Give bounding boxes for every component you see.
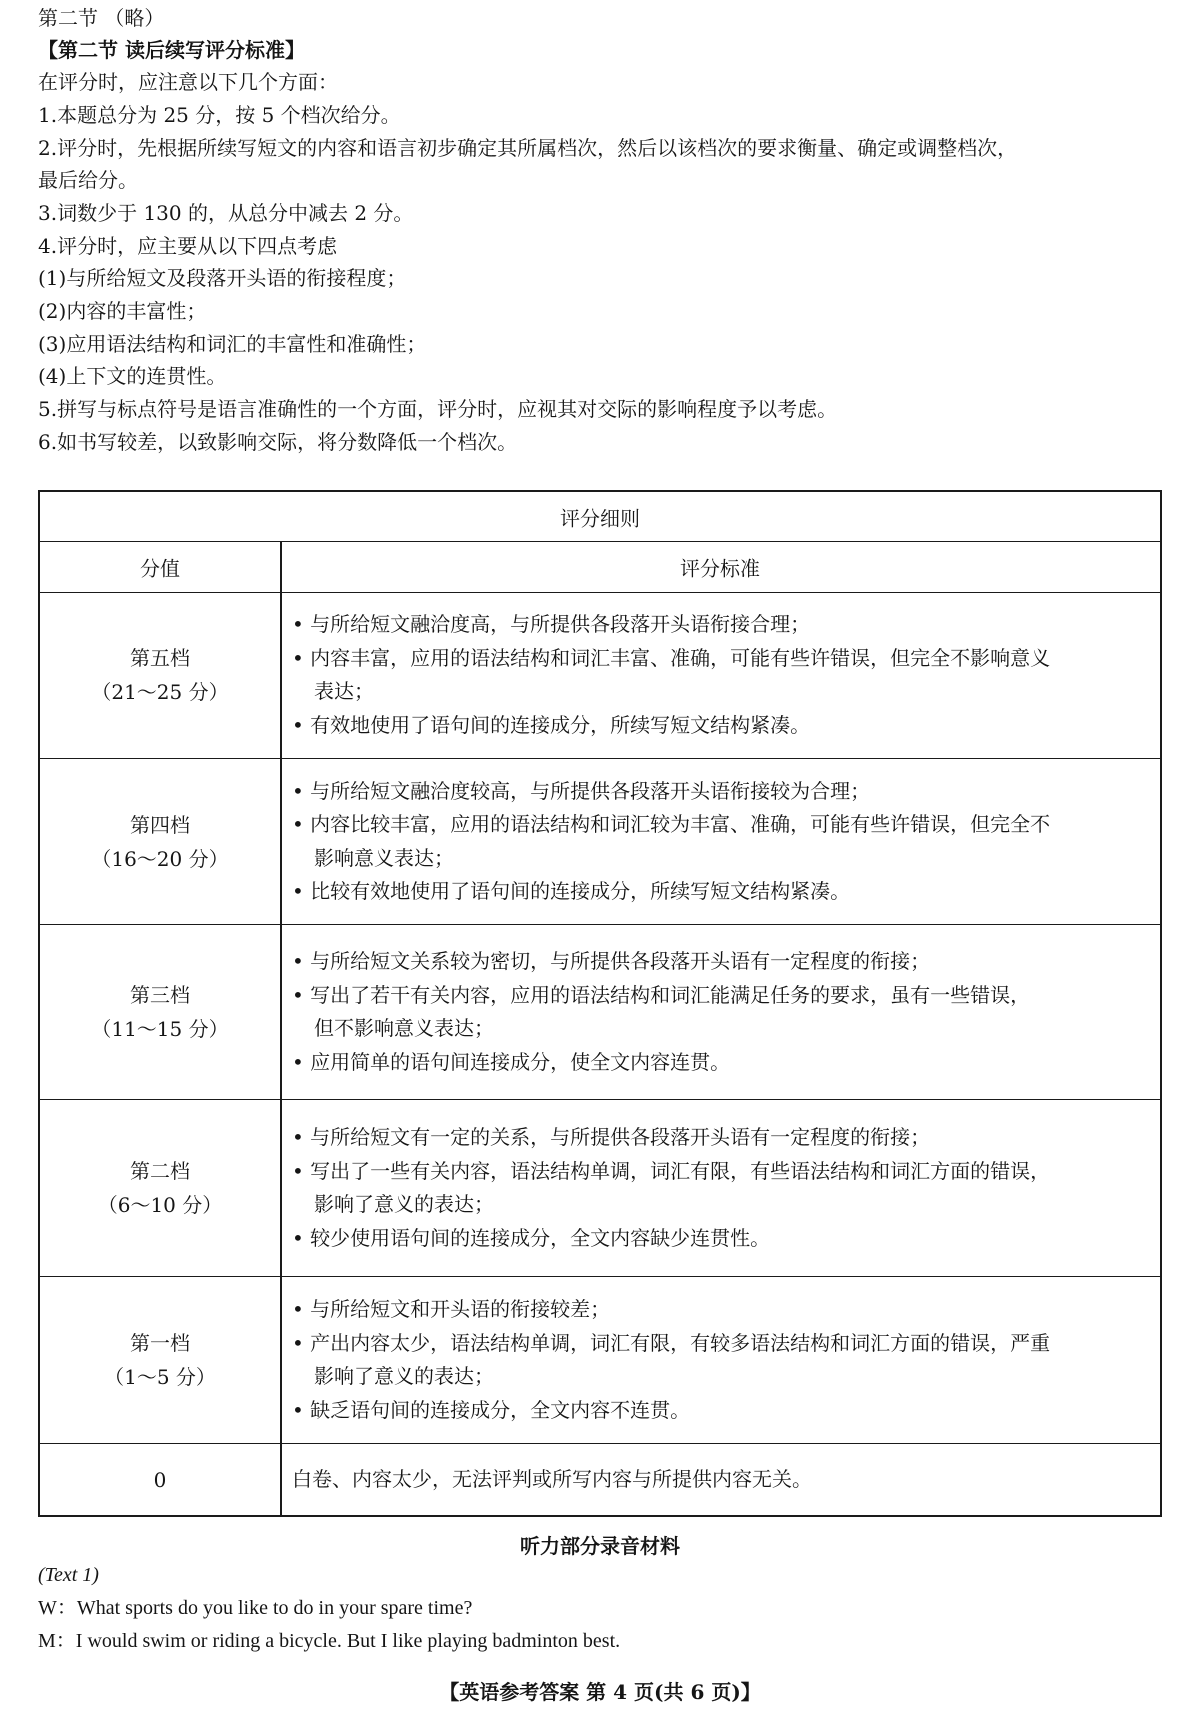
listening-w-line: W：What sports do you like to do in your spare time? xyxy=(38,1597,473,1619)
table-header-row xyxy=(40,541,1160,593)
listening-text-label: (Text 1) xyxy=(38,1564,99,1586)
table-row-band-1 xyxy=(40,1277,1160,1444)
rule-2-cont: 最后给分。 xyxy=(38,168,138,192)
band-1-criteria xyxy=(292,1277,1150,1443)
band-name: 第二档 xyxy=(130,1159,190,1183)
band-name: 0 xyxy=(153,1467,167,1492)
listening-section-title: 听力部分录音材料 xyxy=(520,1534,680,1558)
table-row-band-5 xyxy=(40,592,1160,759)
band-3-label xyxy=(40,925,280,1099)
rule-4: 4.评分时，应主要从以下四点考虑 xyxy=(38,234,338,258)
section-heading: 【第二节 读后续写评分标准】 xyxy=(38,38,305,62)
criteria-line: 白卷、内容太少，无法评判或所写内容与所提供内容无关。 xyxy=(292,1466,812,1491)
criteria-line: • 有效地使用了语句间的连接成分，所续写短文结构紧凑。 xyxy=(292,712,811,737)
band-4-criteria xyxy=(292,759,1150,924)
table-row-band-2 xyxy=(40,1100,1160,1277)
band-name: 第五档 xyxy=(130,646,190,670)
rule-1: 1.本题总分为 25 分，按 5 个档次给分。 xyxy=(38,103,401,127)
instruction-intro: 在评分时，应注意以下几个方面： xyxy=(38,70,338,94)
criteria-line: • 内容比较丰富，应用的语法结构和词汇较为丰富、准确，可能有些许错误，但完全不 xyxy=(292,812,1051,836)
criteria-line: • 内容丰富，应用的语法结构和词汇丰富、准确，可能有些许错误，但完全不影响意义 xyxy=(292,645,1051,670)
criteria-line: • 应用简单的语句间连接成分，使全文内容连贯。 xyxy=(292,1049,731,1074)
rule-4-item-1: (1)与所给短文及段落开头语的衔接程度； xyxy=(38,266,407,290)
listening-m-line: M：I would swim or riding a bicycle. But I like playing badminton best. xyxy=(38,1630,621,1652)
criteria-line: 表达； xyxy=(314,679,374,703)
band-2-label xyxy=(40,1100,280,1276)
criteria-line: • 比较有效地使用了语句间的连接成分，所续写短文结构紧凑。 xyxy=(292,879,851,903)
table-title: 评分细则 xyxy=(560,506,640,530)
rule-5: 5.拼写与标点符号是语言准确性的一个方面，评分时，应视其对交际的影响程度予以考虑。 xyxy=(38,397,838,421)
rule-4-item-2: (2)内容的丰富性； xyxy=(38,299,207,323)
scoring-table xyxy=(38,490,1162,1517)
band-4-label xyxy=(40,759,280,924)
band-name: 第四档 xyxy=(130,812,190,837)
band-range: （11～15 分） xyxy=(91,1017,229,1041)
band-name: 第一档 xyxy=(130,1331,190,1355)
table-row-band-4 xyxy=(40,759,1160,925)
criteria-line: • 产出内容太少，语法结构单调，词汇有限，有较多语法结构和词汇方面的错误，严重 xyxy=(292,1330,1051,1355)
band-range: （6～10 分） xyxy=(97,1193,223,1217)
header-criteria: 评分标准 xyxy=(680,556,760,580)
rule-4-item-4: (4)上下文的连贯性。 xyxy=(38,364,227,388)
criteria-line: • 写出了若干有关内容，应用的语法结构和词汇能满足任务的要求，虽有一些错误， xyxy=(292,982,1031,1007)
band-range: （16～20 分） xyxy=(91,846,229,871)
criteria-line: 影响意义表达； xyxy=(314,845,454,870)
page-footer: 【英语参考答案 第 4 页(共 6 页)】 xyxy=(439,1680,761,1704)
section-skip-note: 第二节 （略） xyxy=(38,6,165,30)
band-0-label xyxy=(40,1444,280,1515)
criteria-line: • 与所给短文关系较为密切，与所提供各段落开头语有一定程度的衔接； xyxy=(292,949,931,973)
criteria-line: 影响了意义的表达； xyxy=(314,1192,494,1216)
band-name: 第三档 xyxy=(130,983,190,1007)
header-score: 分值 xyxy=(140,556,180,580)
band-1-label xyxy=(40,1277,280,1443)
criteria-line: • 与所给短文融洽度高，与所提供各段落开头语衔接合理； xyxy=(292,612,811,636)
criteria-line: • 与所给短文融洽度较高，与所提供各段落开头语衔接较为合理； xyxy=(292,778,871,803)
criteria-line: • 与所给短文有一定的关系，与所提供各段落开头语有一定程度的衔接； xyxy=(292,1125,931,1149)
criteria-line: • 写出了一些有关内容，语法结构单调，词汇有限，有些语法结构和词汇方面的错误， xyxy=(292,1158,1051,1183)
table-title-row xyxy=(40,492,1160,542)
criteria-line: • 较少使用语句间的连接成分，全文内容缺少连贯性。 xyxy=(292,1225,771,1250)
band-range: （21～25 分） xyxy=(91,680,229,704)
criteria-line: • 与所给短文和开头语的衔接较差； xyxy=(292,1297,611,1321)
band-range: （1～5 分） xyxy=(104,1365,216,1389)
table-row-band-3 xyxy=(40,925,1160,1100)
band-5-label xyxy=(40,592,280,758)
band-2-criteria xyxy=(292,1100,1150,1276)
rule-2: 2.评分时，先根据所续写短文的内容和语言初步确定其所属档次，然后以该档次的要求衡量、确定或调整档次， xyxy=(38,136,1018,160)
rule-6: 6.如书写较差，以致影响交际，将分数降低一个档次。 xyxy=(38,430,518,454)
rule-3: 3.词数少于 130 的，从总分中减去 2 分。 xyxy=(38,201,414,225)
rule-4-item-3: (3)应用语法结构和词汇的丰富性和准确性； xyxy=(38,332,427,356)
table-row-band-0 xyxy=(40,1444,1160,1515)
criteria-line: 但不影响意义表达； xyxy=(314,1016,494,1040)
band-0-criteria xyxy=(292,1444,1150,1515)
criteria-line: 影响了意义的表达； xyxy=(314,1364,494,1388)
band-3-criteria xyxy=(292,925,1150,1099)
band-5-criteria xyxy=(292,592,1150,758)
criteria-line: • 缺乏语句间的连接成分，全文内容不连贯。 xyxy=(292,1397,691,1422)
